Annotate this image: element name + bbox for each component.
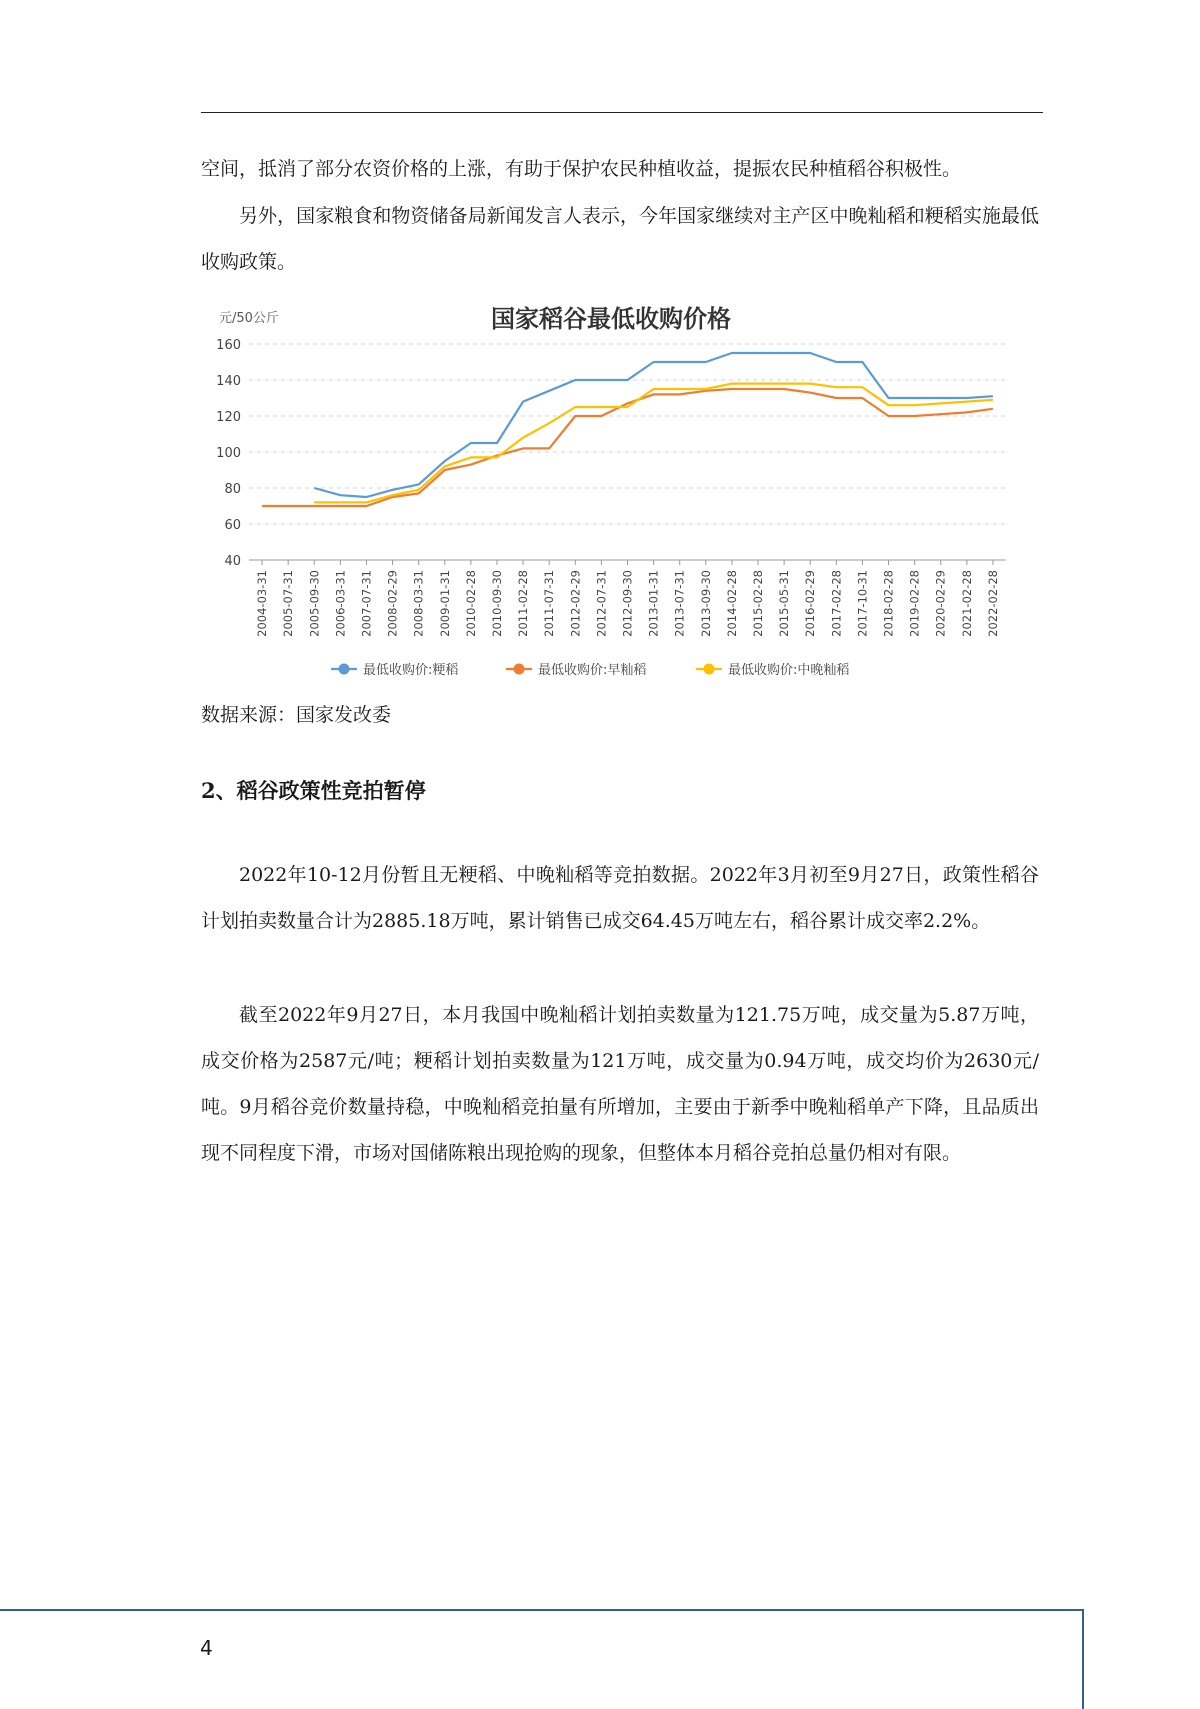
section-heading: 2、稻谷政策性竞拍暂停 [201,778,426,803]
legend-label: 最低收购价:粳稻 [363,663,459,678]
x-tick-label: 2012-02-29 [568,570,583,637]
x-tick-label: 2013-07-31 [672,570,687,637]
rice-min-price-chart [201,292,1021,687]
paragraph-intro-2: 另外，国家粮食和物资储备局新闻发言人表示，今年国家继续对主产区中晚籼稻和粳稻实施最低收购政策。 [201,205,1039,273]
header-rule [201,112,1043,113]
x-tick-label: 2006-03-31 [333,570,348,637]
x-tick-label: 2009-01-31 [437,570,452,637]
x-tick-label: 2011-02-28 [516,570,531,637]
legend-label: 最低收购价:早籼稻 [538,663,647,678]
x-tick-label: 2011-07-31 [542,570,557,637]
paragraph-auction-1: 2022年10-12月份暂且无粳稻、中晚籼稻等竞拍数据。2022年3月初至9月27日，政策性稻谷计划拍卖数量合计为2885.18万吨，累计销售已成交64.45万吨左右，稻谷累计成交率2.2%。 [201,864,1039,932]
x-tick-label: 2010-09-30 [489,570,504,637]
x-tick-label: 2012-09-30 [620,570,635,637]
x-tick-label: 2013-01-31 [646,570,661,637]
x-tick-label: 2012-07-31 [594,570,609,637]
y-tick-label: 40 [224,554,241,569]
chart-legend [331,662,849,678]
footer-rule [0,1609,1084,1611]
x-tick-label: 2005-09-30 [307,570,322,637]
y-tick-label: 100 [216,446,241,461]
x-tick-label: 2007-07-31 [359,570,374,637]
y-tick-label: 80 [224,482,241,497]
footer-rule-vertical [1082,1609,1084,1709]
x-tick-label: 2014-02-28 [724,570,739,637]
y-tick-label: 140 [216,374,241,389]
x-tick-label: 2008-02-29 [385,570,400,637]
y-tick-label: 120 [216,410,241,425]
x-tick-label: 2004-03-31 [255,570,270,637]
y-tick-label: 60 [224,518,241,533]
chart-series [262,353,993,506]
page-number: 4 [200,1636,213,1660]
legend-label: 最低收购价:中晚籼稻 [728,663,850,678]
x-tick-label: 2005-07-31 [281,570,296,637]
x-tick-label: 2015-05-31 [777,570,792,637]
x-tick-label: 2022-02-28 [985,570,1000,637]
series-line [314,353,993,497]
paragraph-auction-2: 截至2022年9月27日，本月我国中晚籼稻计划拍卖数量为121.75万吨，成交量为5.87万吨，成交价格为2587元/吨；粳稻计划拍卖数量为121万吨，成交量为0.94万吨，成交均价为2630元/吨。9月稻谷竞价数量持稳，中晚籼稻竞拍量有所增加，主要由于新季中晚籼稻单产下降，且品质出现不同程度下滑，市场对国储陈粮出现抢购的现象，但整体本月稻谷竞拍总量仍相对有限。 [201,1004,1039,1164]
x-tick-label: 2018-02-28 [881,570,896,637]
x-tick-label: 2008-03-31 [411,570,426,637]
legend-marker [514,664,525,675]
x-tick-label: 2017-10-31 [855,570,870,637]
chart-axes [216,338,1006,637]
legend-marker [704,664,715,675]
chart-svg [201,292,1021,687]
x-tick-label: 2019-02-28 [907,570,922,637]
x-tick-label: 2016-02-29 [803,570,818,637]
x-tick-label: 2017-02-28 [829,570,844,637]
legend-marker [339,664,350,675]
data-source-note: 数据来源：国家发改委 [201,704,392,726]
x-tick-label: 2021-02-28 [959,570,974,637]
y-tick-label: 160 [216,338,241,353]
paragraph-intro-1: 空间，抵消了部分农资价格的上涨，有助于保护农民种植收益，提振农民种植稻谷积极性。 [201,158,962,180]
x-tick-label: 2010-02-28 [463,570,478,637]
chart-title: 国家稻谷最低收购价格 [491,305,731,333]
x-tick-label: 2013-09-30 [698,570,713,637]
x-tick-label: 2015-02-28 [751,570,766,637]
x-tick-label: 2020-02-29 [933,570,948,637]
chart-y-axis-label: 元/50公斤 [219,311,279,326]
